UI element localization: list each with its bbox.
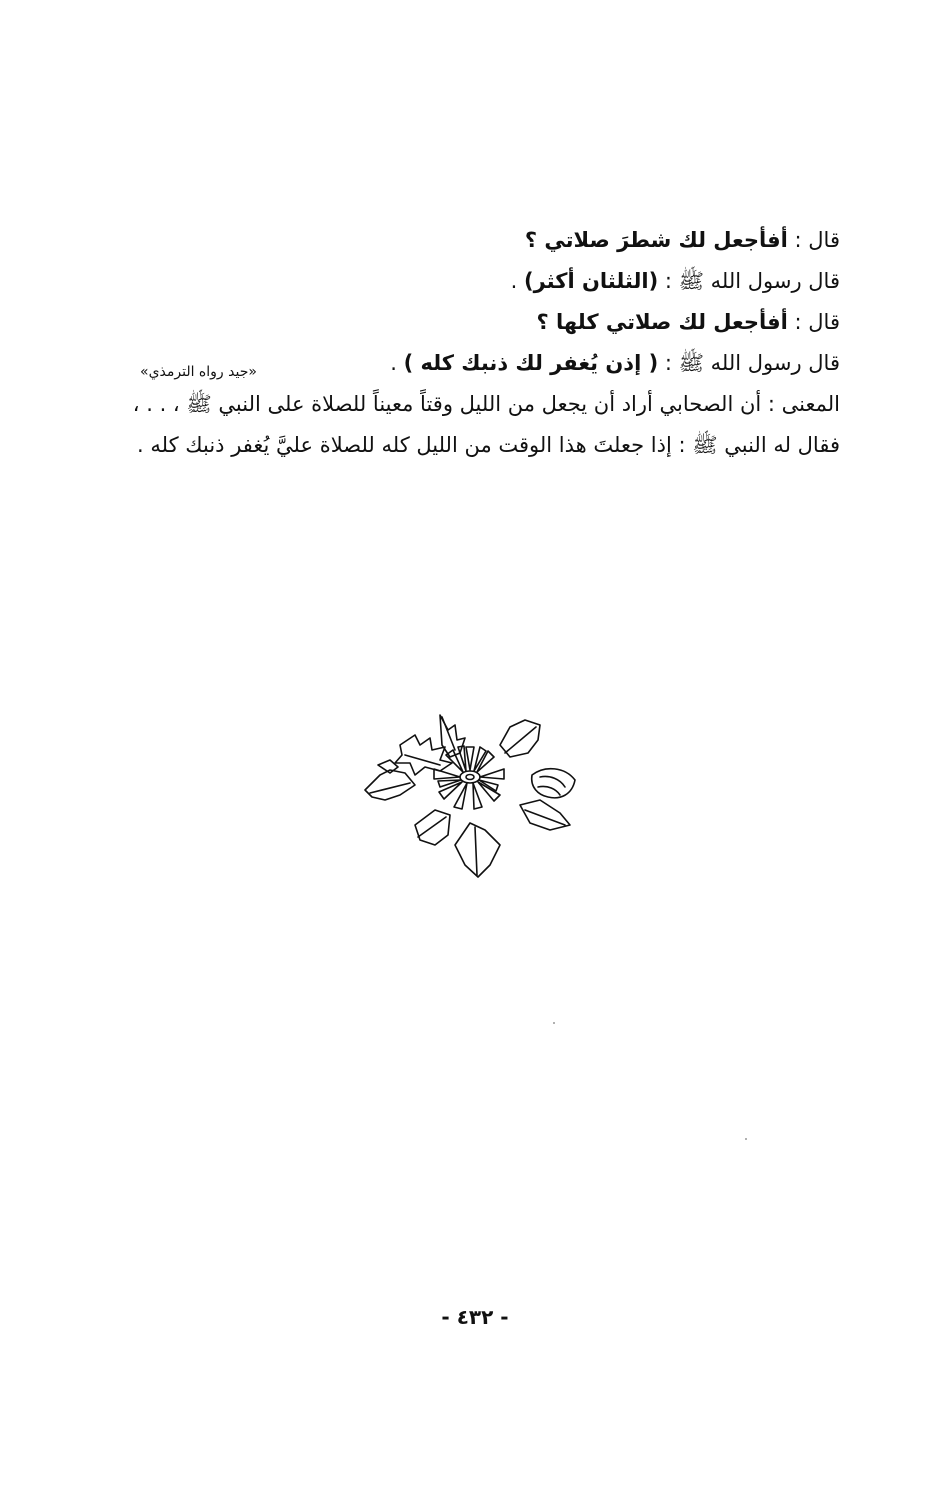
text-line-3 [120, 302, 840, 343]
line-4-prefix: قال رسول الله ﷺ : [658, 351, 840, 375]
line-1-body: أفأجعل لك شطرَ صلاتي ؟ [524, 228, 788, 252]
line-6-prefix: فقال له النبي ﷺ : [671, 433, 840, 457]
line-2-body: (الثلثان أكثر) [524, 269, 659, 293]
flower-ornament-icon [360, 705, 590, 885]
line-6-body: إذا جعلتَ هذا الوقت من الليل كله للصلاة عليَّ يُغفر ذنبك كله . [137, 433, 672, 457]
source-note: «جيد رواه الترمذي» [140, 364, 257, 380]
text-line-2 [120, 261, 840, 302]
scan-speck [553, 1022, 555, 1024]
page-number: - ٤٣٢ - [441, 1305, 509, 1329]
line-2-prefix: قال رسول الله ﷺ : [658, 269, 840, 293]
text-line-5 [120, 384, 840, 425]
line-4-body: ( إذن يُغفر لك ذنبك كله ) [403, 351, 659, 375]
line-4-suffix: . [390, 351, 404, 375]
line-3-body: أفأجعل لك صلاتي كلها ؟ [536, 310, 788, 334]
scan-speck [745, 1138, 747, 1140]
line-5-body: أن الصحابي أراد أن يجعل من الليل وقتاً معيناً للصلاة على النبي ﷺ ، . . ، [132, 392, 762, 416]
text-line-6 [120, 425, 840, 466]
line-2-suffix: . [510, 269, 525, 293]
line-1-prefix: قال : [787, 228, 840, 252]
line-3-prefix: قال : [787, 310, 840, 334]
line-5-prefix: المعنى : [761, 392, 840, 416]
main-text [120, 220, 840, 466]
text-line-1 [120, 220, 840, 261]
